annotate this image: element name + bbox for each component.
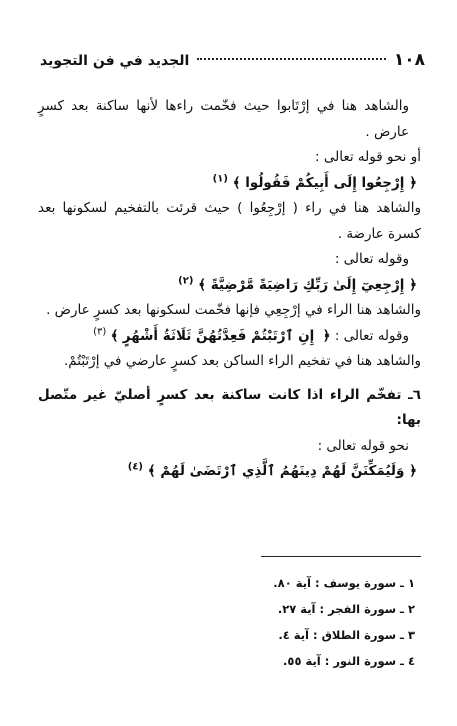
paragraph <box>38 324 421 350</box>
footnote-ref: (٢) <box>178 275 194 286</box>
running-header <box>40 50 425 74</box>
quran-verse <box>38 273 421 299</box>
page-body <box>38 94 421 485</box>
book-title: الجديد في فن التجويد <box>40 53 190 69</box>
paragraph: أو نحو قوله تعالى : <box>315 149 421 165</box>
footnotes <box>100 570 415 674</box>
verse-brace-open: ﴿ <box>409 463 417 479</box>
paragraph: وقوله تعالى : <box>334 251 409 267</box>
leader-dots <box>197 58 386 60</box>
footnote-ref: (٣) <box>93 326 107 337</box>
verse-brace-close: ﴾ <box>198 276 207 293</box>
paragraph: والشاهد هنا في إرْتَابوا حيث فخّمت راءها لأنها ساكنة بعد كسرٍ عارض . <box>38 98 409 140</box>
verse-brace-close: ﴾ <box>232 174 241 191</box>
verse-text: إِرْجِعِيٓ إِلَىٰ رَبِّكِ رَاضِيَةً مَّرْضِيَّةً <box>210 276 405 293</box>
verse-brace-close: ﴾ <box>147 463 156 479</box>
footnote-item: ١ ـ سورة يوسف : آية ٨٠. <box>273 576 415 590</box>
verse-text: وَلَيُمَكِّنَنَّ لَهُمْ دِينَهُمُ ٱلَّذِي ٱرْتَضَىٰ لَهُمْ <box>160 463 405 479</box>
paragraph: نحو قوله تعالى : <box>317 437 409 454</box>
verse-text: إِرْجِعُوا إِلَى أَبِيكُمْ فَقُولُوا <box>245 174 405 191</box>
verse-brace-close: ﴾ <box>110 327 119 344</box>
section-heading: ٦ـ تفخّم الراء اذا كانت ساكنة بعد كسرٍ أصليّ غير متّصل بها: <box>38 386 421 428</box>
footnote-ref: (١) <box>212 173 228 184</box>
footnote-item: ٤ ـ سورة النور : آية ٥٥. <box>283 654 415 668</box>
footnote-ref: (٤) <box>127 461 143 473</box>
quran-verse <box>38 171 421 197</box>
paragraph: والشاهد هنا في تفخيم الراء الساكن بعد كسرٍ عارضي في إرْتَبْتُمْ. <box>64 353 421 369</box>
verse-text: إِنِ ٱرْتَبْتُمْ فَعِدَّتُهُنَّ ثَلَاثَةُ أَشْهُرٍ <box>122 327 315 344</box>
footnote-divider <box>261 556 421 557</box>
paragraph: والشاهد هنا الراء في إرْجِعِي فإنها فخّمت لسكونها بعد كسرٍ عارض . <box>46 302 421 318</box>
footnote-item: ٣ ـ سورة الطلاق : آية ٤. <box>278 628 415 642</box>
quran-verse <box>38 459 421 485</box>
paragraph: والشاهد هنا في راء ( إرْجِعُوا ) حيث قرئت بالتفخيم لسكونها بعد كسرة عارضة . <box>38 200 421 242</box>
verse-brace-open: ﴿ <box>409 276 417 293</box>
page-number: ١٠٨ <box>393 50 425 70</box>
verse-lead: وقوله تعالى : <box>334 327 409 344</box>
footnote-item: ٢ ـ سورة الفجر : آية ٢٧. <box>277 602 415 616</box>
verse-brace-open: ﴿ <box>409 174 417 191</box>
verse-brace-open: ﴿ <box>322 327 331 344</box>
